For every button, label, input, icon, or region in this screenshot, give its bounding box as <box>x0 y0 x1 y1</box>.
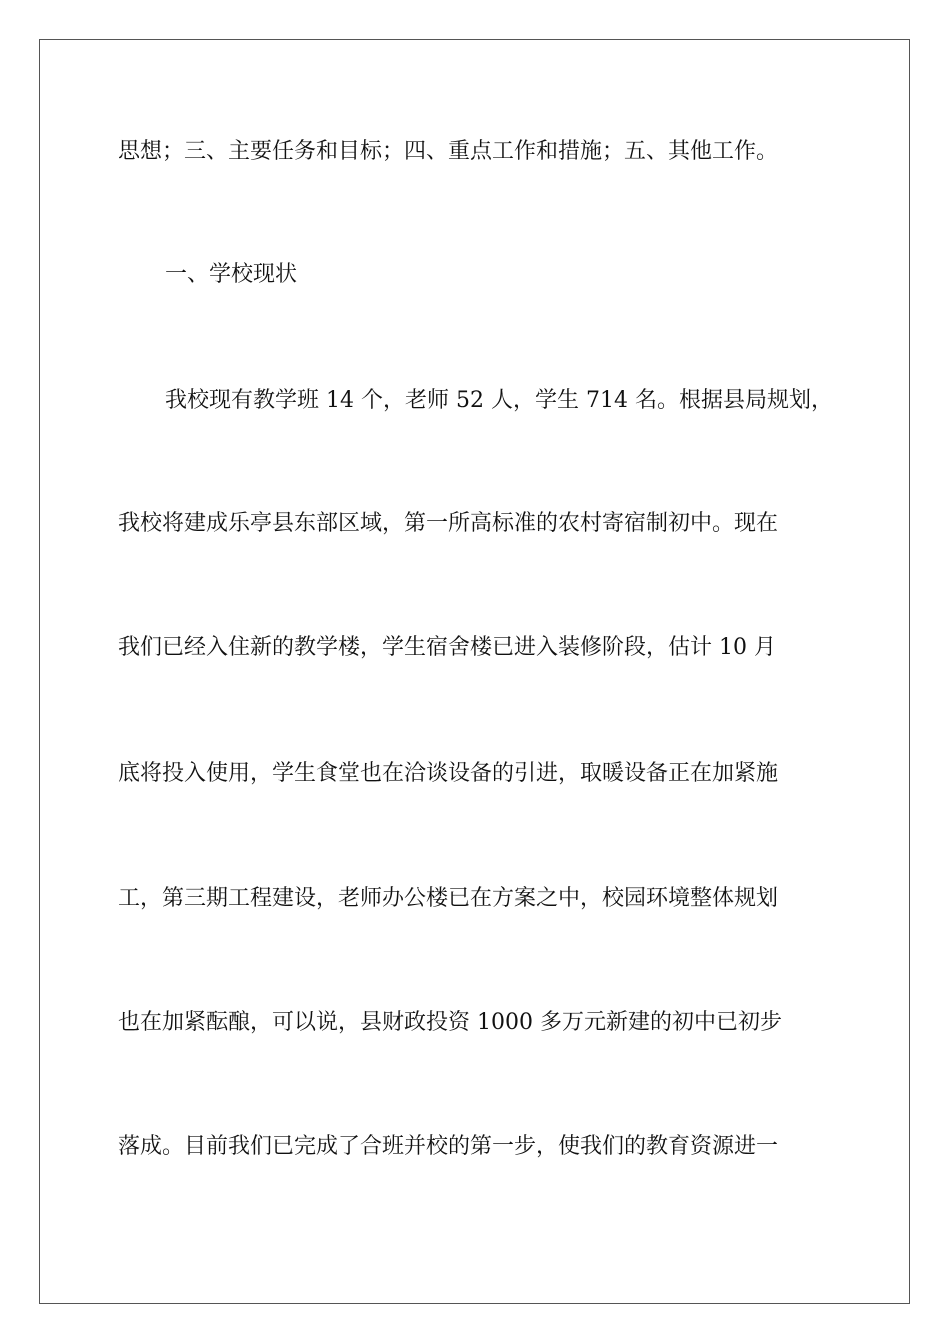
paragraph-line: 思想；三、主要任务和目标；四、重点工作和措施；五、其他工作。 <box>118 139 779 164</box>
paragraph-line: 我校现有教学班 14 个，老师 52 人，学生 714 名。根据县局规划， <box>165 388 833 413</box>
section-heading: 一、学校现状 <box>165 262 298 287</box>
paragraph-line: 我们已经入住新的教学楼，学生宿舍楼已进入装修阶段，估计 10 月 <box>118 635 776 660</box>
page-border <box>39 39 910 1304</box>
paragraph-line: 工，第三期工程建设，老师办公楼已在方案之中，校园环境整体规划 <box>118 886 779 911</box>
paragraph-line: 底将投入使用，学生食堂也在洽谈设备的引进，取暖设备正在加紧施 <box>118 761 779 786</box>
paragraph-line: 落成。目前我们已完成了合班并校的第一步，使我们的教育资源进一 <box>118 1134 779 1159</box>
paragraph-line: 我校将建成乐亭县东部区域，第一所高标准的农村寄宿制初中。现在 <box>118 511 779 536</box>
paragraph-line: 也在加紧酝酿，可以说，县财政投资 1000 多万元新建的初中已初步 <box>118 1010 782 1035</box>
